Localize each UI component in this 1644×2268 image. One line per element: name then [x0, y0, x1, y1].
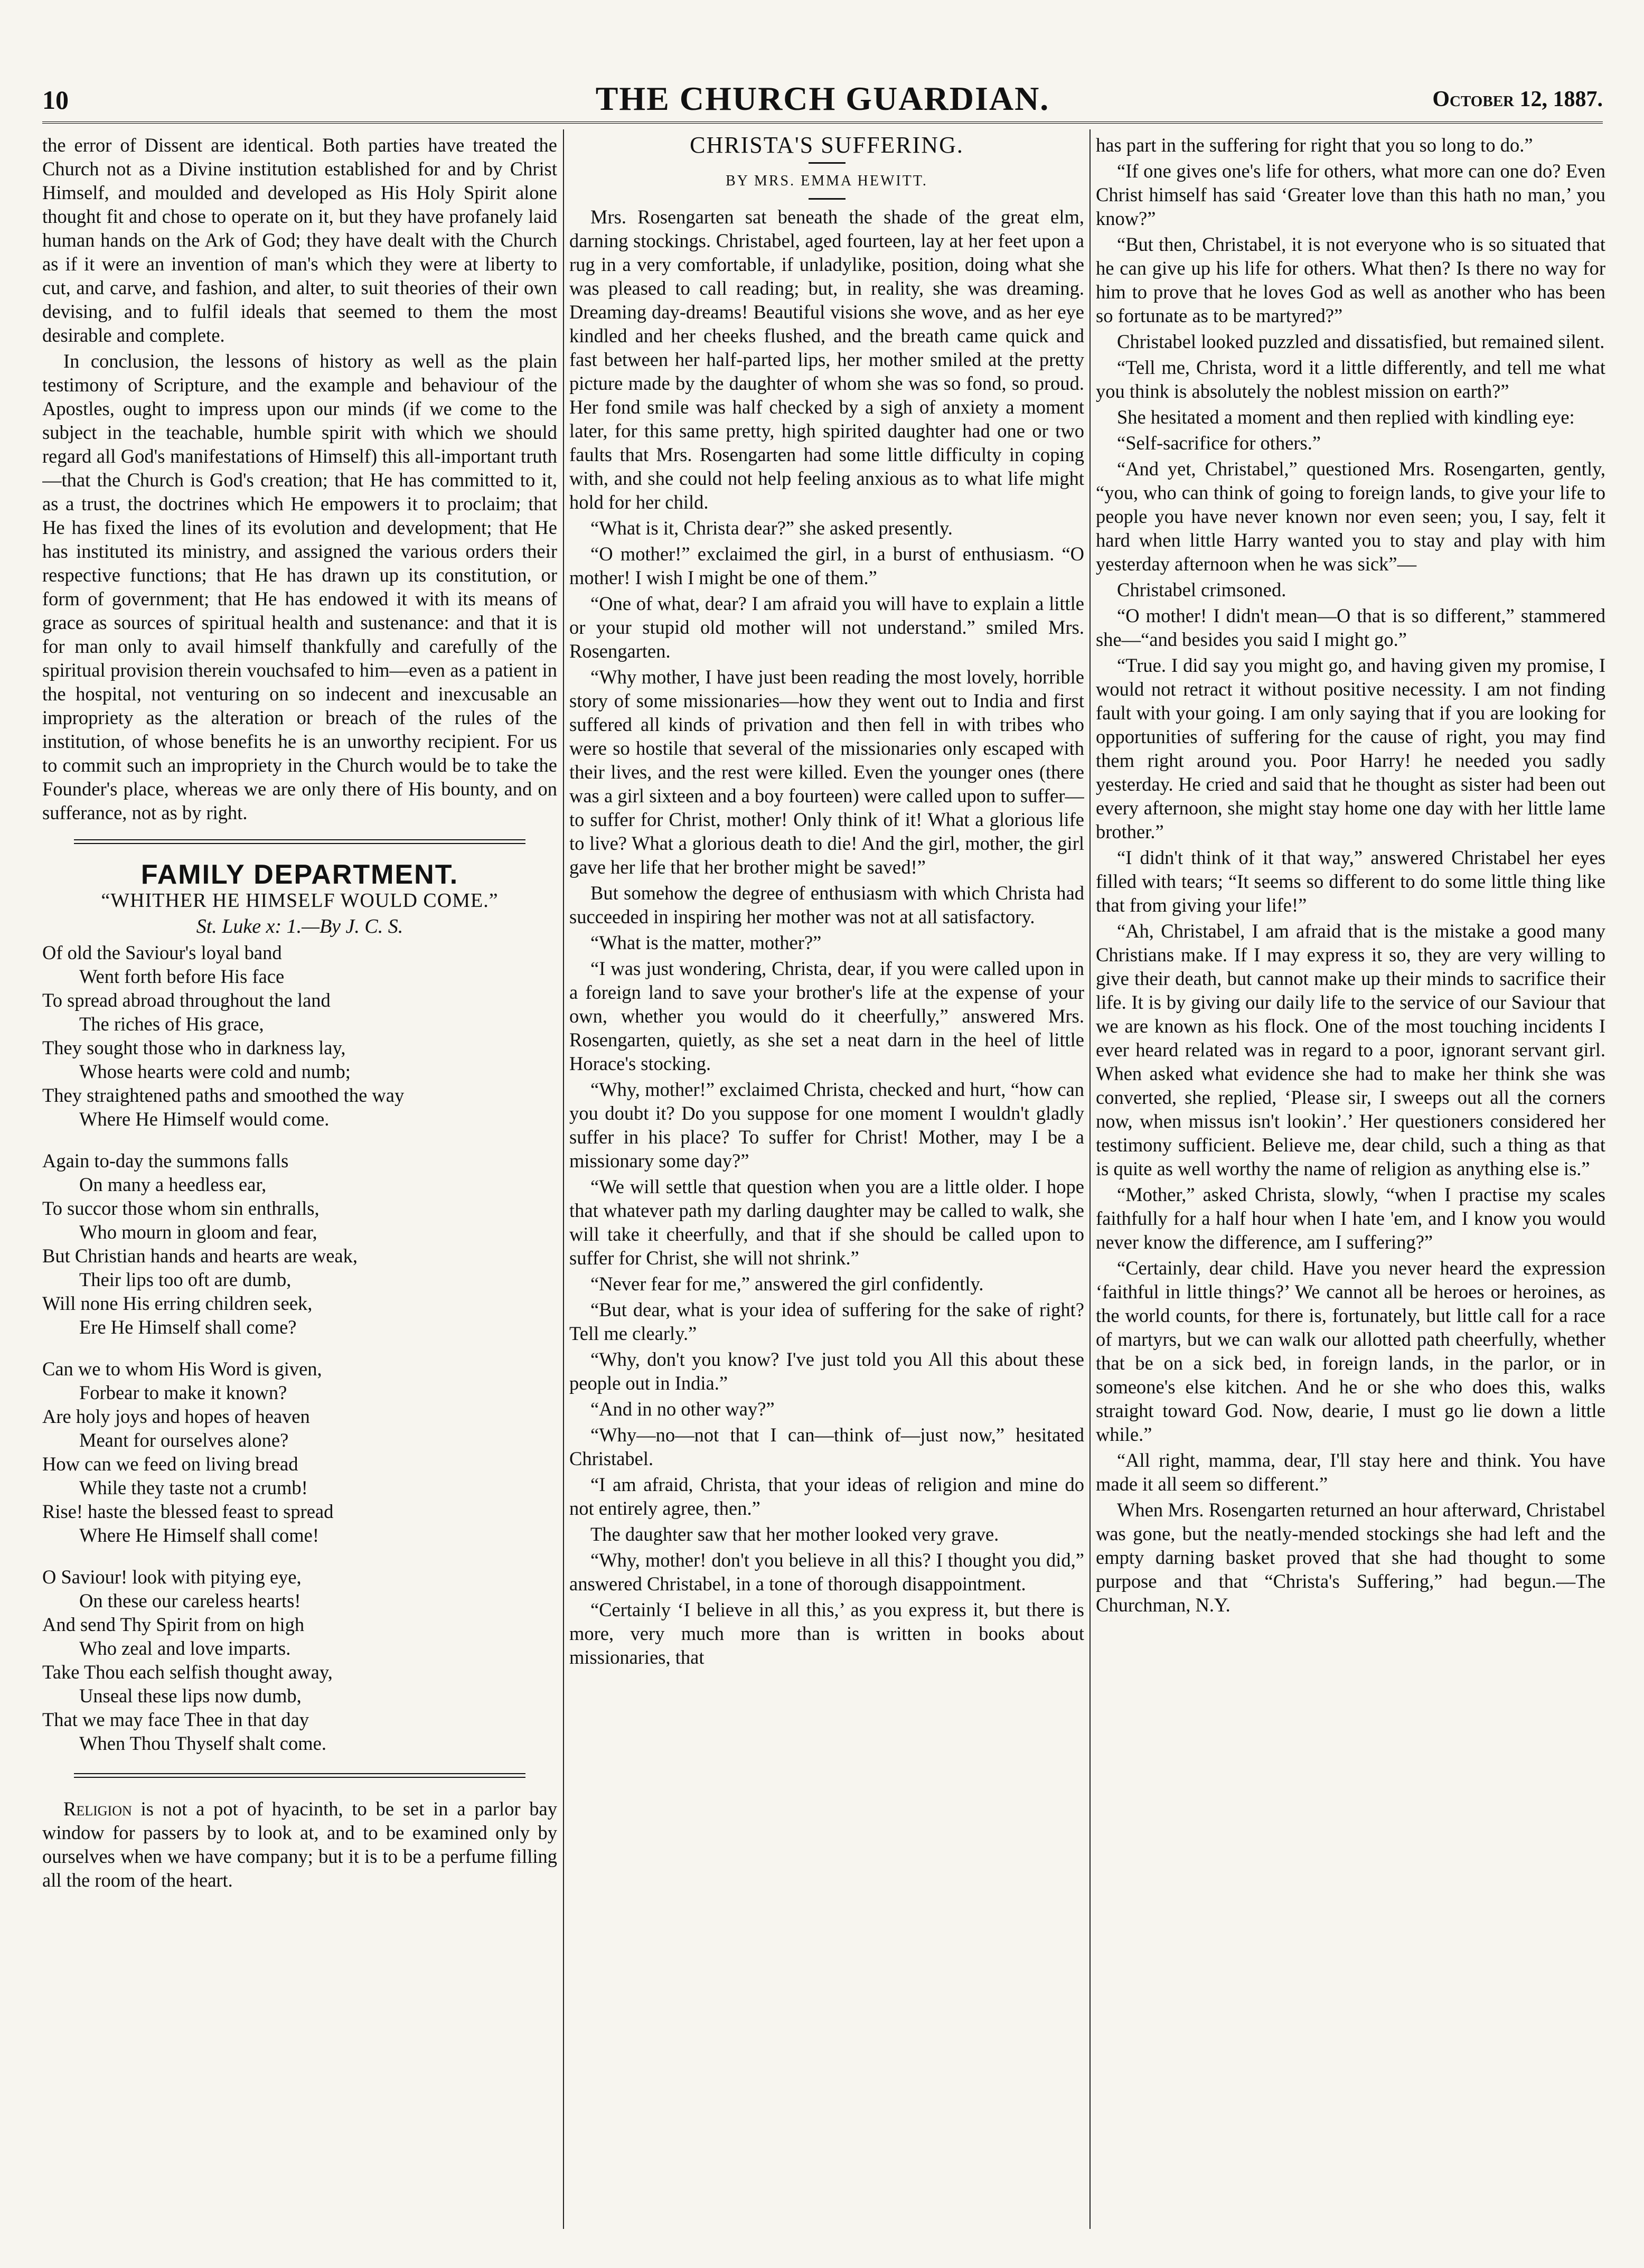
story-continued — [1096, 133, 1605, 1617]
poem-stanza — [42, 1357, 557, 1547]
story-paragraph: The daughter saw that her mother looked very grave. — [590, 1523, 999, 1545]
poem-line: Will none His erring children seek, — [42, 1292, 313, 1314]
story-paragraph: “What is the matter, mother?” — [590, 932, 822, 953]
story-paragraph: “Why, mother!” exclaimed Christa, checked and hurt, “how can you doubt it? Do you suppose for one moment I wouldn't gladly suffer in his place? To suffer for Christ! Mother, may I be a missionary some day?” — [569, 1079, 1084, 1172]
story-paragraph: “Self-sacrifice for others.” — [1117, 432, 1321, 454]
poem-line: Again to-day the summons falls — [42, 1150, 289, 1172]
poem-line: Forbear to make it known? — [79, 1382, 287, 1403]
story-paragraph: “One of what, dear? I am afraid you will have to explain a little or your stupid old mother will not understand.” smiled Mrs. Rosengarten. — [569, 593, 1084, 662]
poem-title: “WHITHER HE HIMSELF WOULD COME.” — [101, 889, 499, 912]
byline: BY MRS. EMMA HEWITT. — [726, 173, 928, 189]
article-paragraph: the error of Dissent are identical. Both parties have treated the Church not as a Divine institution established for and by Christ Himself, and moulded and developed as His Holy Spirit alone thought fit and chose to operate on it, but they have profanely laid human hands on the Ark of God; they have dealt with the Church as if it were an invention of man's which they were at liberty to cut, and carve, and fashion, and alter, to suit theories of their own devising, and to fulfil ideals that seemed to them the most desirable and complete. — [42, 134, 557, 346]
poem-stanza — [42, 1149, 557, 1339]
poem-line: That we may face Thee in that day — [42, 1709, 309, 1730]
story-paragraph: “What is it, Christa dear?” she asked presently. — [590, 517, 953, 539]
story-paragraph: “I am afraid, Christa, that your ideas of religion and mine do not entirely agree, then.” — [569, 1474, 1084, 1519]
story-paragraph: “Never fear for me,” answered the girl confidently. — [590, 1273, 984, 1295]
poem-line: They sought those who in darkness lay, — [42, 1037, 346, 1058]
column-rule — [1089, 129, 1091, 2229]
story-paragraph: Christabel crimsoned. — [1117, 579, 1286, 601]
story-paragraph: “O mother! I didn't mean—O that is so different,” stammered she—“and besides you said I might go.” — [1096, 605, 1605, 650]
story-paragraph: has part in the suffering for right that you so long to do.” — [1096, 134, 1533, 156]
story-paragraph: “Why—no—not that I can—think of—just now,” hesitated Christabel. — [569, 1424, 1084, 1469]
story-paragraph: “But then, Christabel, it is not everyone who is so situated that he can give up his life for others. What then? Is there no way for him to prove that he loves God as well as another who has been so fortunate as to be martyred?” — [1096, 233, 1605, 326]
column-two — [569, 133, 1084, 2230]
story-paragraph: “I was just wondering, Christa, dear, if you were called upon in a foreign land to save your brother's life at the expense of your own, whether you would do it cheerfully,” answered Mrs. Rosengarten, quietly, as she set a neat darn in the heel of little Horace's stocking. — [569, 958, 1084, 1074]
poem-line: When Thou Thyself shalt come. — [79, 1732, 326, 1754]
story-paragraph: “I didn't think of it that way,” answered Christabel her eyes filled with tears; “It seems so different to do some little thing like that from giving your life!” — [1096, 847, 1605, 916]
poem-line: O Saviour! look with pitying eye, — [42, 1566, 302, 1588]
story-paragraph: “Ah, Christabel, I am afraid that is the mistake a good many Christians make. If I may express it so, they are very willing to give their death, but cannot make up their minds to sacrifice their life. It is by giving our daily life to the service of our Saviour that we are known as his flock. One of the most touching incidents I ever heard related was in regard to a poor, ignorant servant girl. When asked what evidence she had to make her think she was converted, she replied, ‘Please sir, I sweeps out all the corners now, when missus isn't lookin’.’ Her questioners considered her testimony sufficient. Believe me, dear child, such a thing as that is quite as well worthy the name of religion as anything else is.” — [1096, 920, 1605, 1179]
poem-line: To succor those whom sin enthralls, — [42, 1197, 320, 1219]
poem-line: Where He Himself would come. — [79, 1108, 330, 1130]
poem-line: Can we to whom His Word is given, — [42, 1358, 322, 1380]
column-three — [1096, 133, 1605, 2230]
poem-line: Where He Himself shall come! — [79, 1524, 320, 1546]
closing-text: is not a pot of hyacinth, to be set in a parlor bay window for passers by to look at, and to be examined only by ourselves when we have company; but it is to be a perfume filling all the room of the heart. — [42, 1798, 557, 1891]
poem-line: Whose hearts were cold and numb; — [79, 1061, 351, 1082]
department-heading: FAMILY DEPARTMENT. — [140, 859, 459, 890]
story-title: CHRISTA'S SUFFERING. — [690, 133, 964, 158]
story-paragraph: When Mrs. Rosengarten returned an hour afterward, Christabel was gone, but the neatly-mended stockings she had left and the empty darning basket proved that she had thought to some purpose and that “Christa's Suffering,” had begun.—The Churchman, N.Y. — [1096, 1499, 1605, 1616]
column-rule — [563, 129, 564, 2229]
poem-line: Who mourn in gloom and fear, — [79, 1221, 317, 1243]
title-rule — [809, 162, 846, 164]
story-paragraph: “Why, don't you know? I've just told you All this about these people out in India.” — [569, 1348, 1084, 1394]
issue-date: October 12, 1887. — [1432, 87, 1603, 111]
story-paragraph: “True. I did say you might go, and having given my promise, I would not retract it without positive necessity. I am not finding fault with your going. I am only saying that if you are looking for opportunities of suffering for the cause of right, you may find them right around you. Poor Harry! he needed you sadly yesterday. He cried and said that he thought as sister had been out every afternoon, she might stay home one day with her little lame brother.” — [1096, 654, 1605, 842]
masthead — [42, 79, 1603, 124]
poem-line: And send Thy Spirit from on high — [42, 1614, 305, 1635]
story-paragraph: “All right, mamma, dear, I'll stay here and think. You have made it all seem so different.” — [1096, 1449, 1605, 1495]
story-paragraph: “Why, mother! don't you believe in all this? I thought you did,” answered Christabel, in a tone of thorough disappointment. — [569, 1549, 1084, 1595]
story-body — [569, 205, 1084, 1669]
story-paragraph: “And yet, Christabel,” questioned Mrs. Rosengarten, gently, “you, who can think of going to foreign lands, to give your life to people you have never known nor even seen; you, I say, felt it hard when little Harry wanted you to stay and play with him yesterday afternoon when he was sick”— — [1096, 458, 1605, 575]
poem-line: Their lips too oft are dumb, — [79, 1269, 292, 1290]
lead-word: Religion — [63, 1798, 132, 1820]
poem-line: Who zeal and love imparts. — [79, 1637, 291, 1659]
page-number: 10 — [42, 85, 69, 115]
poem-reference: St. Luke x: 1.—By J. C. S. — [196, 915, 403, 938]
story-paragraph: Mrs. Rosengarten sat beneath the shade of the great elm, darning stockings. Christabel, aged fourteen, lay at her feet upon a rug in a very comfortable, if unladylike, position, doing what she was pleased to call reading; but, in reality, she was dreaming. Dreaming day-dreams! Beautiful visions she wove, and as her eye kindled and her cheeks flushed, and the breath came quick and fast between her half-parted lips, her mother smiled at the pretty picture made by the daughter of whom she was so fond, so proud. Her fond smile was half checked by a sigh of anxiety a moment later, for this same pretty, high spirited daughter had one or two faults that Mrs. Rosengarten had some little difficulty in coping with, and she could not help feeling anxious as to what life might hold for her child. — [569, 206, 1084, 513]
column-one — [42, 133, 557, 2230]
article-paragraph: In conclusion, the lessons of history as well as the plain testimony of Scripture, and the example and behaviour of the Apostles, ought to impress upon our minds (if we come to the subject in the teachable, humble spirit with which we should regard all God's manifestations of Himself) this all-important truth—that the Church is God's creation; that He has committed to it, as a trust, the doctrines which He empowers it to proclaim; that He has fixed the lines of its evolution and development; that He has instituted its ministry, and assigned the various orders their respective functions; that He has drawn up its constitution, or form of government; that He has endowed it with its means of grace as sources of spiritual health and sustenance: and that it is for man only to avail himself thankfully and carefully of the spiritual provision therein vouchsafed to him—even as a patient in the hospital, not venturing on so indecent and inexcusable an impropriety as the alteration or breach of the rules of the institution, of whose benefits he is an unworthy recipient. For us to commit such an impropriety in the Church would be to take the Founder's place, whereas we are only there of His bounty, and on sufferance, not as by right. — [42, 350, 557, 823]
poem-line: How can we feed on living bread — [42, 1453, 298, 1475]
story-paragraph: “O mother!” exclaimed the girl, in a burst of enthusiasm. “O mother! I wish I might be one of them.” — [569, 543, 1084, 588]
story-paragraph: “Tell me, Christa, word it a little differently, and tell me what you think is absolutely the noblest mission on earth?” — [1096, 357, 1605, 402]
closing-paragraph — [42, 1797, 557, 1892]
story-paragraph: “We will settle that question when you are a little older. I hope that whatever path my darling daughter may be called to walk, she will take it cheerfully, and that if she should be called upon to suffer for Christ, she will not shrink.” — [569, 1176, 1084, 1269]
poem-stanza — [42, 1565, 557, 1755]
poem-line: While they taste not a crumb! — [79, 1477, 308, 1498]
poem-line: The riches of His grace, — [79, 1013, 264, 1035]
poem-line: Are holy joys and hopes of heaven — [42, 1405, 310, 1427]
story-paragraph: “Mother,” asked Christa, slowly, “when I practise my scales faithfully for a half hour when I hate 'em, and I know you would never know the difference, am I suffering?” — [1096, 1184, 1605, 1253]
paper-title: THE CHURCH GUARDIAN. — [595, 80, 1050, 117]
story-paragraph: “And in no other way?” — [590, 1398, 775, 1420]
poem-line: They straightened paths and smoothed the way — [42, 1084, 405, 1106]
story-paragraph: Christabel looked puzzled and dissatisfied, but remained silent. — [1117, 331, 1605, 352]
poem-line: Unseal these lips now dumb, — [79, 1685, 302, 1707]
poem-line: On these our careless hearts! — [79, 1590, 301, 1611]
story-paragraph: She hesitated a moment and then replied with kindling eye: — [1117, 406, 1575, 428]
section-divider — [74, 1773, 525, 1778]
poem-line: Meant for ourselves alone? — [79, 1429, 289, 1451]
poem-line: Take Thou each selfish thought away, — [42, 1661, 333, 1683]
story-paragraph: But somehow the degree of enthusiasm with which Christa had succeeded in inspiring her mother was not at all satisfactory. — [569, 882, 1084, 927]
poem-line: Of old the Saviour's loyal band — [42, 942, 282, 963]
byline-rule — [809, 198, 846, 200]
poem — [42, 941, 557, 1755]
poem-line: But Christian hands and hearts are weak, — [42, 1245, 358, 1267]
story-paragraph: “Certainly ‘I believe in all this,’ as you express it, but there is more, very much more than is written in books about missionaries, that — [569, 1599, 1084, 1668]
story-paragraph: “But dear, what is your idea of suffering for the sake of right? Tell me clearly.” — [569, 1299, 1084, 1344]
poem-stanza — [42, 941, 557, 1131]
story-paragraph: “Certainly, dear child. Have you never heard the expression ‘faithful in little things?’ We cannot all be heroes or heroines, as the world counts, for there is, fortunately, but little call for a race of martyrs, but we can walk our allotted path cheerfully, whether that be on a sick bed, in foreign lands, in the parlor, or in someone's else kitchen. And he or she who does this, walks straight toward God. Now, dearie, I must go lie down a little while.” — [1096, 1257, 1605, 1445]
poem-line: On many a heedless ear, — [79, 1174, 267, 1195]
poem-line: Went forth before His face — [79, 966, 285, 987]
poem-line: Rise! haste the blessed feast to spread — [42, 1501, 334, 1522]
poem-line: To spread abroad throughout the land — [42, 989, 331, 1011]
poem-line: Ere He Himself shall come? — [79, 1316, 297, 1338]
story-paragraph: “Why mother, I have just been reading the most lovely, horrible story of some missionaries—how they went out to India and first suffered all kinds of privation and then fell in with tribes who were so hostile that several of the missionaries only escaped with their lives, and the rest were killed. Even the younger ones (there was a girl sixteen and a boy fourteen) were called upon to suffer—to suffer for Christ, mother! Only think of it! What a glorious life to live? What a glorious death to die! And the girl, mother, the girl gave her life that her brother might be saved!” — [569, 666, 1084, 878]
section-divider — [74, 839, 525, 844]
story-paragraph: “If one gives one's life for others, what more can one do? Even Christ himself has said ‘Greater love than this hath no man,’ you know?” — [1096, 160, 1605, 229]
